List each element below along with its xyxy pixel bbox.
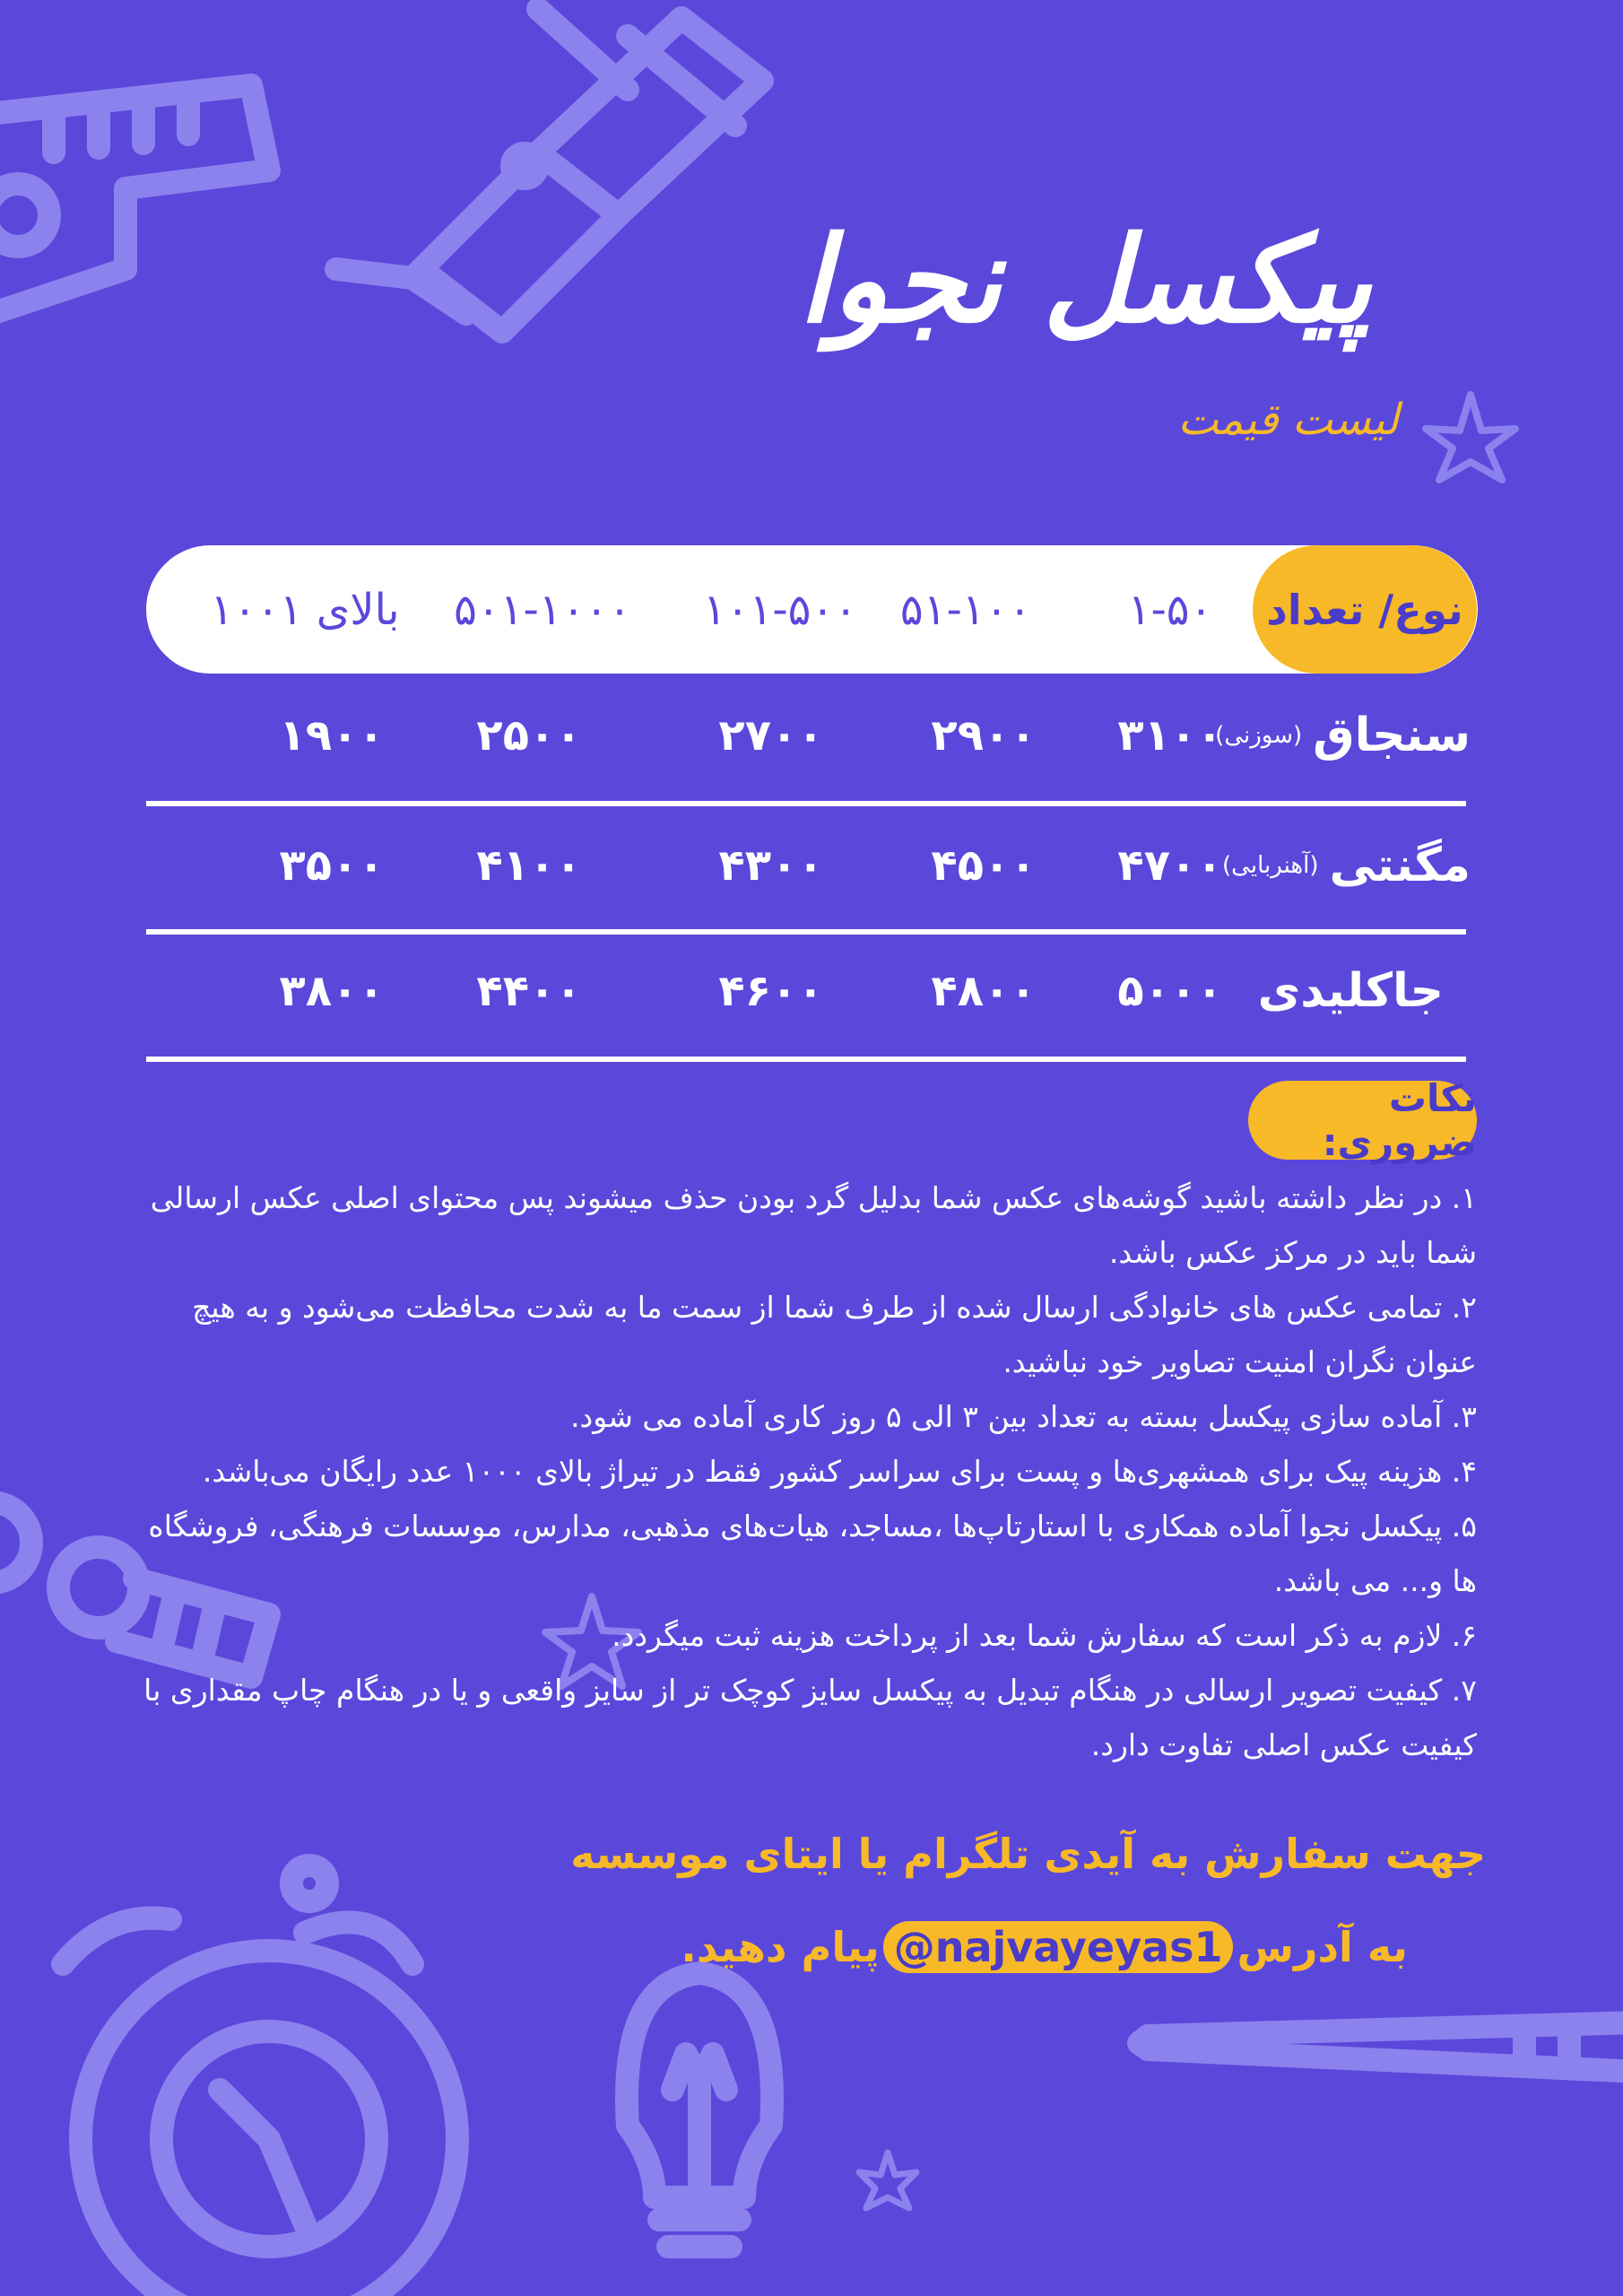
table-header-col-2: ۵۱-۱۰۰ [899,584,1032,635]
pencil-icon [1139,2022,1623,2072]
row-label-note: (سوزنی) [1215,722,1303,749]
table-cell: ۳۱۰۰ [1117,710,1223,761]
note-item: ۴. هزینه پیک برای همشهری‌ها و پست برای سراسر کشور فقط در تیراژ بالای ۱۰۰۰ عدد رایگان می‌باشد. [202,1454,1477,1489]
table-cell: ۵۰۰۰ [1117,966,1223,1016]
notes-list [143,1170,1477,1772]
brand-title: پیکسل نجوا [798,211,1372,350]
table-cell: ۴۶۰۰ [718,966,824,1016]
table-cell: ۴۱۰۰ [476,840,582,891]
table-cell: ۴۳۰۰ [718,840,824,891]
table-cell: ۲۷۰۰ [718,710,824,761]
telegram-handle-link[interactable]: @najvayeyas1 [883,1921,1234,1973]
table-header-col-4: ۵۰۱-۱۰۰۰ [454,584,631,635]
star-icon [1426,395,1515,480]
note-item: ۳. آماده سازی پیکسل بسته به تعداد بین ۳ الی ۵ روز کاری آماده می شود. [570,1399,1477,1434]
table-cell: ۴۷۰۰ [1117,840,1223,891]
table-cell: ۲۵۰۰ [476,710,582,761]
table-header-col-5: بالای ۱۰۰۱ [210,584,400,635]
lightbulb-icon [627,1973,772,2247]
note-item: ۵. پیکسل نجوا آماده همکاری با استارتاپ‌ها ،مساجد، هیات‌های مذهبی، مدارس، موسسات فرهنگی، فروشگاه ها و... می باشد. [148,1509,1477,1598]
row-label-note: (آهنربایی) [1222,852,1319,879]
brand-subtitle: لیست قیمت [1177,395,1399,445]
row-label-text: مگنتی [1329,839,1471,892]
table-cell: ۳۸۰۰ [279,966,385,1016]
note-item: ۷. کیفیت تصویر ارسالی در هنگام تبدیل به پیکسل سایز کوچک تر از سایز واقعی و یا در هنگام چاپ مقداری با کیفیت عکس اصلی تفاوت دارد. [143,1673,1477,1762]
table-cell: ۴۴۰۰ [476,966,582,1016]
table-cell: ۱۹۰۰ [279,710,385,761]
row-divider [146,1057,1466,1062]
ruler-icon [0,85,269,323]
cta-line-2 [332,1915,1408,1979]
note-item: ۲. تمامی عکس های خانوادگی ارسال شده از طرف شما از سمت ما به شدت محافظت می‌شود و به هیچ عنوان نگران امنیت تصاویر خود نباشید. [192,1290,1477,1379]
table-cell: ۴۸۰۰ [931,966,1037,1016]
row-divider [146,801,1466,806]
note-item: ۶. لازم به ذکر است که سفارش شما بعد از پرداخت هزینه ثبت میگردد. [612,1618,1477,1653]
notes-heading: نکات ضروری: [1248,1081,1477,1160]
star-icon [859,2152,916,2208]
row-label-text: جاکلیدی [1257,964,1444,1018]
cta-prefix: به آدرس [1237,1923,1408,1971]
table-cell: ۴۵۰۰ [931,840,1037,891]
row-label-text: سنجاق [1313,709,1471,762]
table-cell: ۲۹۰۰ [931,710,1037,761]
table-header-col-3: ۱۰۱-۵۰۰ [703,584,858,635]
table-header-type: نوع/ تعداد [1253,545,1477,674]
row-divider [146,929,1466,935]
table-header-col-1: ۱-۵۰ [1127,584,1213,635]
table-cell: ۳۵۰۰ [279,840,385,891]
note-item: ۱. در نظر داشته باشید گوشه‌های عکس شما بدلیل گرد بودن حذف میشوند پس محتوای اصلی عکس ارسالی شما باید در مرکز عکس باشد. [150,1180,1477,1270]
cta-line-1: جهت سفارش به آیدی تلگرام یا ایتای موسسه [570,1830,1486,1878]
cta-suffix: پیام دهید. [681,1923,880,1971]
